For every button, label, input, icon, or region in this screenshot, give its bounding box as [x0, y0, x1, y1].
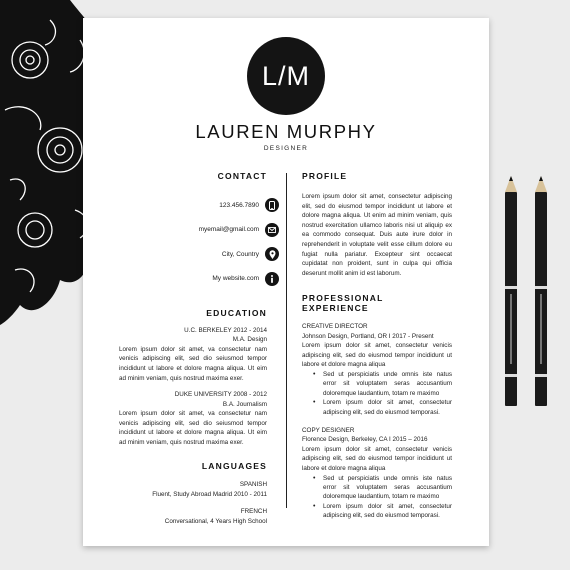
education-description: Lorem ipsum dolor sit amet, va consectetur nam venicis adipiscing elit, sed dio seiusmod tempor incididunt ut labore et dolore magna aliqua. Ut eim ad minim veniam, quis nostrud maxima exer. — [119, 345, 267, 382]
phone-icon — [265, 198, 279, 212]
language-detail: Fluent, Study Abroad Madrid 2010 - 2011 — [152, 490, 267, 498]
contact-email — [119, 218, 279, 243]
job-description: Lorem ipsum dolor sit amet, consectetur venicis adipiscing elit, sed do eiusmod tempor incididunt ut labore et dolore magna aliqua — [302, 445, 452, 472]
contact-phone — [119, 193, 279, 218]
language-detail: Conversational, 4 Years High School — [164, 517, 267, 525]
job-entry — [302, 426, 452, 521]
job-bullet: • Lorem ipsum dolor sit amet, consectetur adipiscing elit, sed do eiusmod temporasi. — [313, 398, 452, 417]
location-icon — [265, 247, 279, 261]
job-company: Johnson Design, Portland, OR I 2017 - Present — [302, 332, 434, 340]
right-column — [302, 171, 452, 521]
pencil-left — [505, 176, 517, 406]
job-entry — [302, 322, 452, 417]
language-name: FRENCH — [240, 508, 267, 516]
education-degree: M.A. Design — [232, 336, 267, 344]
education-entry — [119, 390, 267, 447]
pencil-right — [535, 176, 547, 406]
education-school: U.C. BERKELEY 2012 - 2014 — [184, 327, 267, 334]
candidate-name: LAUREN MURPHY — [195, 121, 377, 142]
info-icon — [265, 272, 279, 286]
contact-heading: CONTACT — [217, 171, 267, 181]
education-entry — [119, 326, 267, 383]
education-description: Lorem ipsum dolor sit amet, va consectetur nam venicis adipiscing elit, sed dio seiusmod tempor incididunt ut labore et dolore magna aliqua. Ut eim ad minim veniam, quis nostrud maxima exer. — [119, 410, 267, 446]
contact-website-text: My website.com — [212, 275, 259, 283]
monogram-text: L/M — [261, 60, 310, 91]
job-bullet: • Lorem ipsum dolor sit amet, consectetur adipiscing elit, sed do eiusmod temporasi. — [313, 502, 452, 521]
job-bullets — [313, 370, 452, 417]
job-title: COPY DESIGNER — [302, 426, 355, 434]
profile-heading: PROFILE — [302, 171, 348, 181]
contact-website — [119, 267, 279, 292]
education-heading: EDUCATION — [206, 308, 267, 318]
left-column — [119, 171, 267, 526]
contact-phone-text: 123.456.7890 — [219, 201, 259, 209]
job-company: Florence Design, Berkeley, CA I 2015 – 2016 — [302, 436, 428, 444]
contact-email-text: myemail@gmail.com — [198, 226, 259, 234]
contact-location — [119, 242, 279, 267]
languages-heading: LANGUAGES — [201, 461, 267, 472]
education-degree: B.A. Journalism — [222, 400, 267, 408]
job-bullets — [313, 474, 452, 521]
education-school: DUKE UNIVERSITY 2008 - 2012 — [174, 391, 267, 399]
job-bullet: • Sed ut perspiciatis unde omnis iste natus error sit voluptatem seras accusantium doloremque laudantium, totam re maximo — [313, 474, 452, 502]
column-divider — [286, 173, 287, 508]
profile-text: Lorem ipsum dolor sit amet, consectetur adipiscing elit, sed do eiusmod tempor incididunt ut labore et dolore magna aliqua. Ut enim ad minim veniam, quis nostrud exercitation ullamco laboris nisi ut aliquip ex ea commodo consequat. Duis aute irure dolor in reprehenderit in voluptate velit esse cillum dolore eu fugiat nulla pariatur. Excepteur sint occaecat cupidatat non proident, sunt in culpa qui officia deserunt mollit anim id est laborum. — [302, 193, 452, 277]
resume-page — [83, 18, 489, 546]
experience-heading: PROFESSIONAL EXPERIENCE — [302, 293, 384, 314]
job-title: CREATIVE DIRECTOR — [302, 323, 368, 331]
contact-list — [119, 193, 279, 291]
candidate-title: DESIGNER — [263, 145, 309, 152]
monogram-badge — [247, 37, 325, 115]
contact-location-text: City, Country — [221, 250, 259, 258]
language-entry — [119, 480, 267, 499]
language-entry — [119, 507, 267, 526]
job-description: Lorem ipsum dolor sit amet, consectetur venicis adipiscing elit, sed do eiusmod tempor incididunt ut labore et dolore magna aliqua — [302, 342, 452, 369]
job-bullet: • Sed ut perspiciatis unde omnis iste natus error sit voluptatem seras accusantium doloremque laudantium, totam re maximo — [313, 370, 452, 398]
language-name: SPANISH — [239, 481, 267, 489]
mail-icon — [265, 223, 279, 237]
